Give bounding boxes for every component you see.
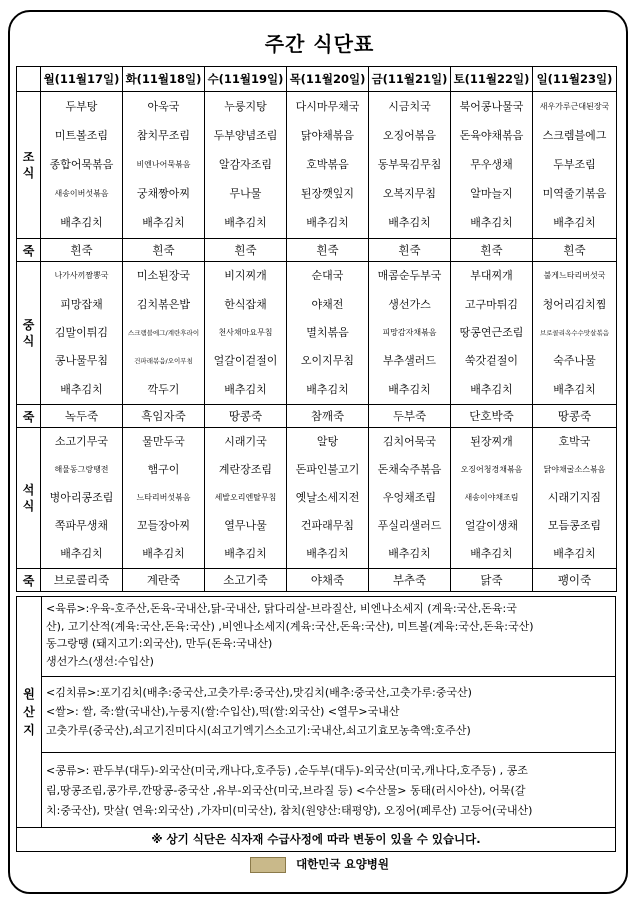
menu-item: 돈파인불고기 [295, 463, 360, 476]
porridge-cell: 흰죽 [369, 239, 451, 262]
menu-item: 두부탕 [65, 99, 98, 113]
porridge-cell: 흰죽 [287, 239, 369, 262]
menu-item: 생선가스 [388, 297, 431, 311]
menu-item: 배추김치 [306, 216, 349, 230]
menu-item: 부대찌개 [470, 269, 513, 283]
menu-cell [41, 92, 123, 239]
menu-item: 두부양념조림 [213, 128, 278, 142]
porridge-label: 죽 [17, 239, 41, 262]
menu-item: 배추김치 [60, 216, 103, 230]
origin-kimchi-rice: <김치류>:포기김치(배추:중국산,고춧가루:중국산),맛김치(배추:중국산,고춧가루:중국산) <쌀>: 쌀, 죽:쌀(국내산),누룽지(쌀:수입산),떡(쌀:외국산) <열무>국내산 고춧가루(중국산),쇠고기진미다시(쇠고기엑기스소고기:국내산,쇠고기효모농축액:호주산) [42, 677, 615, 753]
menu-item: 계란장조림 [218, 463, 273, 476]
menu-cell [205, 262, 287, 405]
menu-item: 배추김치 [306, 547, 349, 560]
porridge-cell: 흰죽 [451, 239, 533, 262]
menu-item: 배추김치 [388, 382, 431, 396]
menu-item: 스크렘블에그 [542, 128, 607, 142]
menu-item: 우엉채조림 [382, 491, 437, 504]
porridge-cell: 참깨죽 [287, 405, 369, 428]
menu-item: 깍두기 [147, 382, 180, 396]
menu-item: 병아리콩조림 [49, 491, 114, 504]
menu-cell [287, 262, 369, 405]
menu-item: 푸실리샐러드 [377, 519, 442, 532]
menu-item: 비지찌개 [224, 269, 267, 283]
menu-cell [369, 262, 451, 405]
menu-cell [41, 262, 123, 405]
menu-item: 미트볼조림 [54, 128, 109, 142]
menu-item: 매콤순두부국 [377, 269, 442, 283]
menu-cell [451, 262, 533, 405]
menu-item: 돈채숙주볶음 [377, 463, 442, 476]
menu-item: 닭야채볶음 [300, 128, 355, 142]
menu-item: 야채전 [311, 297, 344, 311]
menu-item: 알마늘지 [470, 187, 513, 201]
menu-item: 동부묵김무침 [377, 157, 442, 171]
meal-row-lunch [17, 262, 617, 405]
menu-item: 새송이버섯볶음 [54, 189, 109, 199]
menu-cell [369, 92, 451, 239]
menu-item: 부추샐러드 [382, 354, 437, 368]
meal-row-dinner [17, 428, 617, 569]
day-header: 토(11월22일) [451, 67, 533, 92]
menu-item: 열무나물 [224, 519, 267, 532]
menu-item: 누룽지탕 [224, 99, 267, 113]
origin-label: 원 산 지 [17, 597, 42, 827]
menu-item: 종합어묵볶음 [49, 157, 114, 171]
menu-cell [533, 92, 617, 239]
porridge-cell: 브로콜리죽 [41, 569, 123, 592]
menu-cell [533, 262, 617, 405]
porridge-row-dinner [17, 569, 617, 592]
porridge-row-breakfast [17, 239, 617, 262]
menu-cell [123, 428, 205, 569]
day-header: 수(11월19일) [205, 67, 287, 92]
page-title: 주간 식단표 [264, 32, 375, 56]
menu-item: 피망잡채 [60, 297, 103, 311]
menu-item: 알감자조림 [218, 157, 273, 171]
hospital-logo-icon [250, 857, 286, 873]
menu-item: 오징어볶음 [382, 128, 437, 142]
menu-item: 쪽파무생채 [54, 519, 109, 532]
porridge-cell: 소고기죽 [205, 569, 287, 592]
menu-item: 참치무조림 [136, 128, 191, 142]
menu-item: 김말이튀김 [54, 325, 109, 339]
menu-cell [205, 428, 287, 569]
menu-item: 알탕 [316, 435, 339, 448]
menu-item: 김치어묵국 [382, 435, 437, 448]
menu-item: 천사채마요무침 [218, 327, 273, 337]
menu-item: 땅콩연근조림 [459, 325, 524, 339]
menu-item: 스크램블에그/계란후라이 [127, 328, 200, 337]
menu-item: 해물동그랑땡전 [54, 465, 109, 474]
menu-item: 순대국 [311, 269, 344, 283]
menu-item: 시래기국 [224, 435, 267, 448]
menu-item: 불게느타리버섯국 [543, 271, 606, 281]
menu-item: 얼갈이겉절이 [213, 354, 278, 368]
porridge-cell: 두부죽 [369, 405, 451, 428]
menu-item: 청어리김치찜 [542, 297, 607, 311]
menu-item: 배추김치 [224, 216, 267, 230]
meal-label-lunch: 중 식 [17, 262, 41, 405]
hospital-name: 대한민국 요양병원 [296, 857, 389, 871]
origin-body [42, 597, 615, 827]
menu-item: 느타리버섯볶음 [136, 493, 191, 502]
menu-item: 비엔나어묵볶음 [136, 159, 191, 169]
porridge-cell: 흰죽 [41, 239, 123, 262]
menu-item: 새우가루근대된장국 [539, 101, 610, 111]
corner-cell [17, 67, 41, 92]
menu-item: 꼬들장아찌 [136, 519, 191, 532]
menu-item: 닭야채굴소스볶음 [543, 465, 606, 474]
menu-item: 배추김치 [388, 547, 431, 560]
menu-item: 배추김치 [553, 216, 596, 230]
menu-item: 새송이야채조림 [464, 493, 519, 502]
menu-cell [123, 92, 205, 239]
day-header: 일(11월23일) [533, 67, 617, 92]
porridge-label: 죽 [17, 405, 41, 428]
menu-item: 나가사끼짬뽕국 [54, 271, 109, 281]
menu-cell [287, 428, 369, 569]
porridge-cell: 야채죽 [287, 569, 369, 592]
menu-item: 건파래볶음/오이무침 [134, 357, 193, 366]
menu-item: 김치볶은밥 [136, 297, 191, 311]
menu-item: 배추김치 [470, 382, 513, 396]
menu-item: 건파래무침 [300, 519, 355, 532]
menu-item: 배추김치 [553, 547, 596, 560]
porridge-cell: 부추죽 [369, 569, 451, 592]
menu-cell [369, 428, 451, 569]
menu-item: 호박볶음 [306, 157, 349, 171]
porridge-cell: 녹두죽 [41, 405, 123, 428]
menu-item: 배추김치 [142, 216, 185, 230]
day-header-row [17, 67, 617, 92]
origin-meat: <육류>:우육-호주산,돈육-국내산,닭-국내산, 닭다리살-브라질산, 비엔나소세지 (계육:국산,돈육:국 산), 고기산적(계육:국산,돈육:국산) ,비엔나소세지(계육:국산,돈육:국산), 미트볼(계육:국산,돈육:국산) 동그랑땡 (돼지고기:외국산), 만두(돈육:국내산) 생선가스(생선:수입산) [42, 597, 615, 677]
menu-cell [533, 428, 617, 569]
menu-item: 배추김치 [388, 216, 431, 230]
menu-item: 시래기지짐 [547, 491, 602, 504]
menu-item: 배추김치 [470, 216, 513, 230]
menu-item: 세발오리엔탈무침 [214, 493, 277, 502]
menu-item: 배추김치 [224, 547, 267, 560]
menu-item: 한식잡채 [224, 297, 267, 311]
menu-item: 얼갈이생채 [464, 519, 519, 532]
menu-item: 호박국 [558, 435, 591, 448]
menu-item: 두부조림 [553, 157, 596, 171]
menu-item: 오복지무침 [382, 187, 437, 201]
meal-row-breakfast [17, 92, 617, 239]
weekly-menu-table [16, 66, 617, 592]
menu-item: 옛날소세지전 [295, 491, 360, 504]
menu-item: 쑥갓겉절이 [464, 354, 519, 368]
porridge-row-lunch [17, 405, 617, 428]
menu-item: 콩나물무침 [54, 354, 109, 368]
menu-item: 피망감자채볶음 [382, 327, 437, 337]
menu-item: 무우생채 [470, 157, 513, 171]
menu-item: 된장찌개 [470, 435, 513, 448]
porridge-cell: 계란죽 [123, 569, 205, 592]
notice-text: ※ 상기 식단은 식자재 수급사정에 따라 변동이 있을 수 있습니다. [16, 828, 616, 852]
porridge-cell: 흑임자죽 [123, 405, 205, 428]
porridge-cell: 닭죽 [451, 569, 533, 592]
menu-item: 배추김치 [306, 382, 349, 396]
porridge-cell: 흰죽 [533, 239, 617, 262]
menu-item: 돈육야채볶음 [459, 128, 524, 142]
menu-item: 된장깻잎지 [300, 187, 355, 201]
menu-item: 시금치국 [388, 99, 431, 113]
footer [0, 856, 639, 873]
day-header: 목(11월20일) [287, 67, 369, 92]
menu-item: 배추김치 [60, 382, 103, 396]
menu-item: 물만두국 [142, 435, 185, 448]
menu-item: 다시마무채국 [295, 99, 360, 113]
menu-item: 북어콩나물국 [459, 99, 524, 113]
porridge-cell: 흰죽 [123, 239, 205, 262]
menu-item: 배추김치 [470, 547, 513, 560]
menu-cell [451, 428, 533, 569]
menu-cell [41, 428, 123, 569]
day-header: 금(11월21일) [369, 67, 451, 92]
menu-item: 고구마튀김 [464, 297, 519, 311]
menu-item: 미소된장국 [136, 269, 191, 283]
porridge-cell: 땅콩죽 [533, 405, 617, 428]
menu-item: 오징어청경채볶음 [460, 465, 523, 474]
menu-item: 궁채짱아찌 [136, 187, 191, 201]
menu-cell [205, 92, 287, 239]
porridge-cell: 팽이죽 [533, 569, 617, 592]
menu-item: 미역줄기볶음 [542, 187, 607, 201]
menu-item: 모듬콩조림 [547, 519, 602, 532]
menu-cell [123, 262, 205, 405]
origin-section [16, 596, 616, 828]
menu-item: 멸치볶음 [306, 325, 349, 339]
menu-cell [451, 92, 533, 239]
porridge-cell: 흰죽 [205, 239, 287, 262]
menu-item: 아욱국 [147, 99, 180, 113]
menu-item: 무나물 [229, 187, 262, 201]
menu-item: 소고기무국 [54, 435, 109, 448]
menu-cell [287, 92, 369, 239]
day-header: 월(11월17일) [41, 67, 123, 92]
porridge-cell: 단호박죽 [451, 405, 533, 428]
menu-item: 배추김치 [224, 382, 267, 396]
menu-item: 배추김치 [142, 547, 185, 560]
menu-item: 햄구이 [147, 463, 180, 476]
menu-item: 숙주나물 [553, 354, 596, 368]
menu-item: 오이지무침 [300, 354, 355, 368]
meal-label-breakfast: 조 식 [17, 92, 41, 239]
day-header: 화(11월18일) [123, 67, 205, 92]
menu-item: 브로콜리옥수수맛살볶음 [539, 328, 610, 337]
meal-label-dinner: 석 식 [17, 428, 41, 569]
porridge-label: 죽 [17, 569, 41, 592]
origin-beans-seafood: <콩류>: 판두부(대두)-외국산(미국,캐나다,호주등) ,순두부(대두)-외국산(미국,캐나다,호주등) , 콩조 림,땅콩조림,콩가루,깐땅콩-중국산 ,유부-외국산(미국,브라질 등) <수산물> 동태(러시아산), 어묵(갈 치:중국산), 맛살( 연육:외국산) ,가자미(미국산), 참치(원양산:태평양), 오징어(페루산) 고등어(국내산) [46, 764, 533, 817]
porridge-cell: 땅콩죽 [205, 405, 287, 428]
menu-item: 배추김치 [60, 547, 103, 560]
menu-item: 배추김치 [553, 382, 596, 396]
